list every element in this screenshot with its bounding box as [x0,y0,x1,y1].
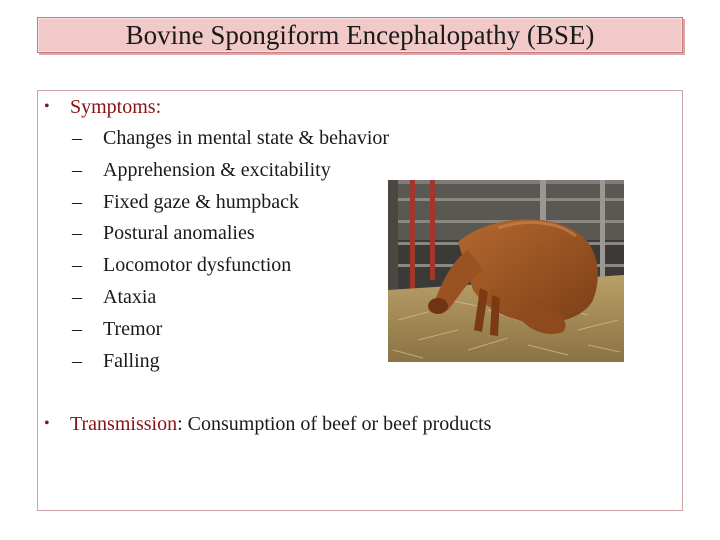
dash-marker: – [72,190,82,213]
bullet-marker: • [44,98,50,115]
symptom-text: Locomotor dysfunction [103,254,292,277]
symptom-text: Apprehension & excitability [103,158,331,181]
dash-marker: – [72,127,82,149]
symptom-text: Tremor [103,317,163,340]
symptom-text: Fixed gaze & humpback [103,190,300,213]
symptom-text: Ataxia [103,285,157,308]
transmission-line [70,414,491,434]
cow-illustration [388,180,624,362]
symptom-text: Postural anomalies [103,222,255,245]
dash-marker: – [72,254,82,277]
bullet-marker: • [44,415,50,432]
symptom-text: Changes in mental state & behavior [103,127,390,149]
dash-marker: – [72,222,82,245]
symptoms-label: Symptoms: [70,96,162,118]
cow-photo [388,180,624,362]
title-banner [37,17,683,53]
transmission-colon: : [177,413,183,435]
dash-marker: – [72,349,82,372]
dash-marker: – [72,158,82,181]
transmission-label: Transmission [70,413,178,435]
dash-marker: – [72,317,82,340]
dash-marker: – [72,285,82,308]
slide-title: Bovine Spongiform Encephalopathy (BSE) [125,19,595,50]
symptom-text: Falling [103,349,160,372]
transmission-text: Consumption of beef or beef products [182,413,492,435]
